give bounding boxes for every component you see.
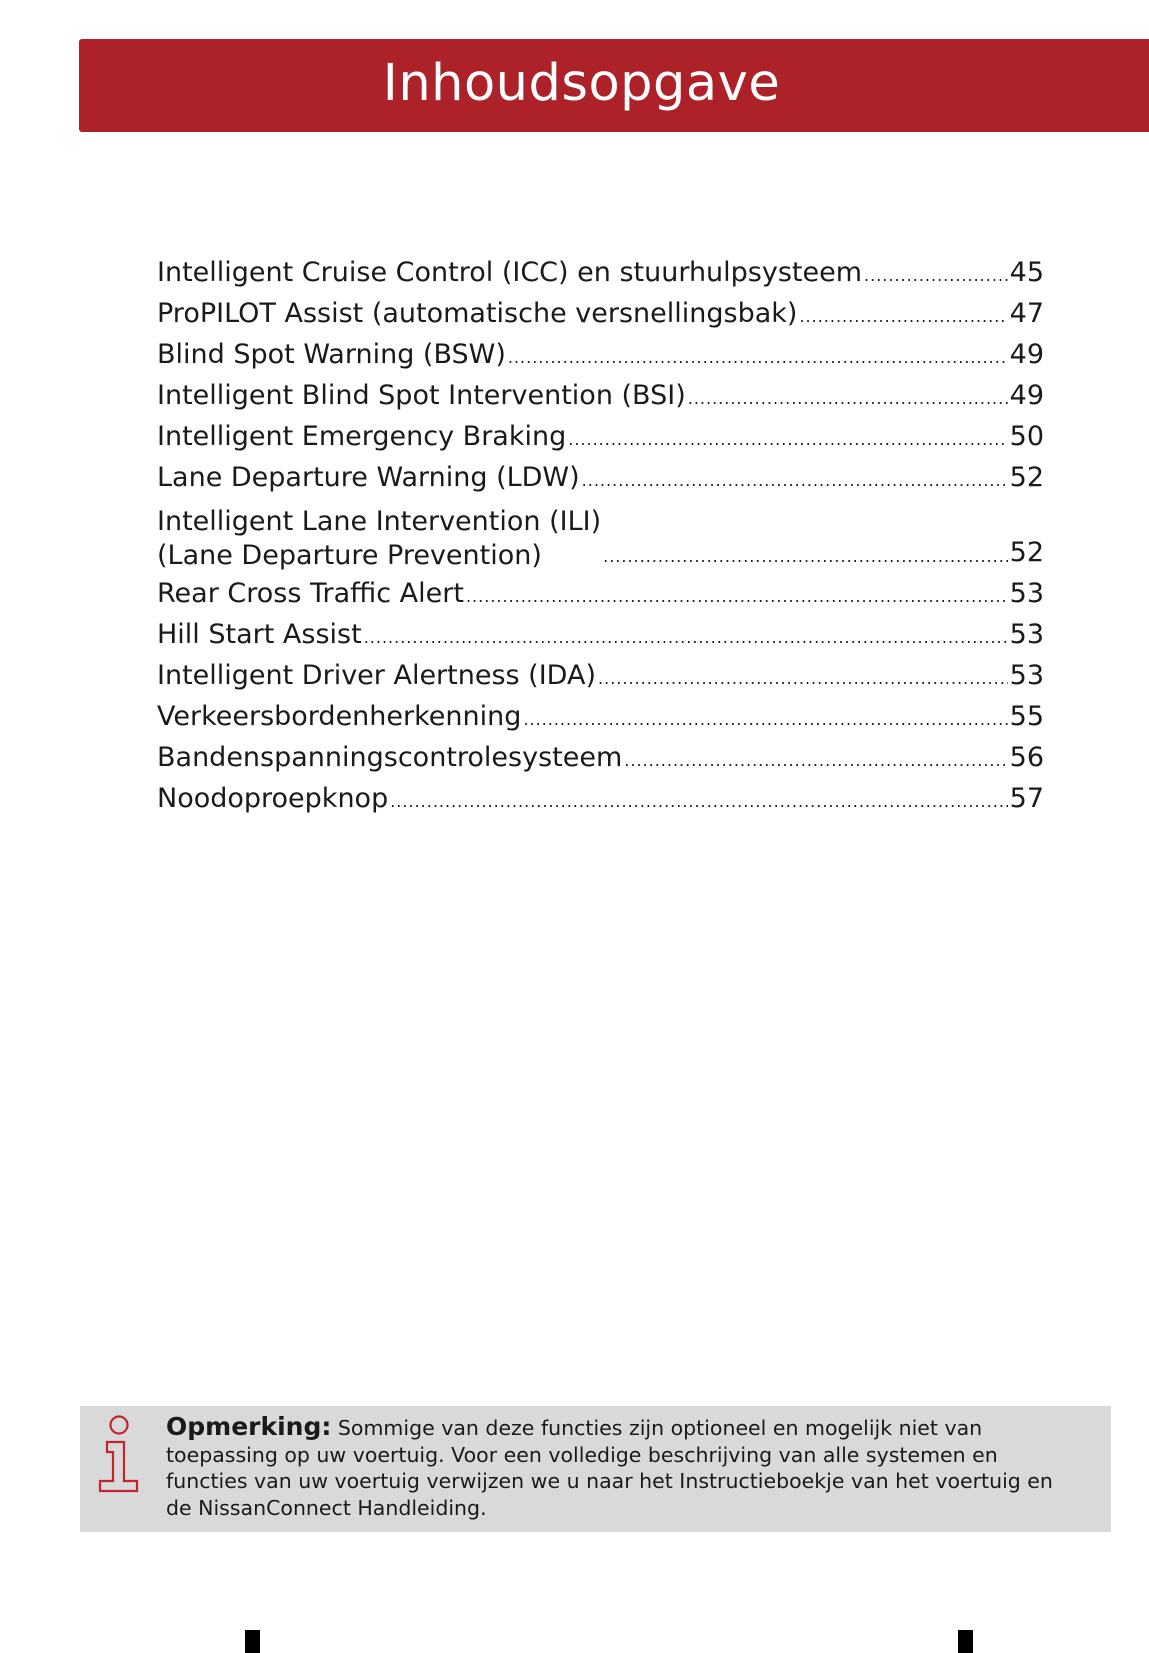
toc-entry[interactable] [157, 573, 1044, 614]
toc-leader-dots [799, 304, 1007, 324]
note-body: Sommige van deze functies zijn optioneel en mogelijk niet van toepassing op uw voertuig. Voor een volledige beschrijving van alle systemen en functies van uw voertuig verwijzen we u naar het Instructieboekje van het voertuig en de NissanConnect Handleiding. [166, 1416, 1053, 1520]
toc-entry-title: Lane Departure Warning (LDW) [157, 462, 580, 493]
table-of-contents [157, 252, 1044, 819]
toc-entry-title: Bandenspanningscontrolesysteem [157, 742, 623, 773]
toc-leader-dots [598, 666, 1008, 686]
crop-mark-left [245, 1630, 260, 1653]
toc-entry-title: Intelligent Driver Alertness (IDA) [157, 660, 597, 691]
toc-entry[interactable] [157, 334, 1044, 375]
toc-entry-page: 53 [1009, 578, 1044, 609]
toc-entry-title-line2: (Lane Departure Prevention) [157, 540, 542, 571]
toc-entry-page: 56 [1009, 742, 1044, 773]
toc-entry-page: 50 [1009, 421, 1044, 452]
toc-entry-page: 57 [1009, 783, 1044, 814]
toc-entry-title: Intelligent Blind Spot Intervention (BSI) [157, 380, 686, 411]
toc-entry[interactable] [157, 655, 1044, 696]
toc-entry-page: 47 [1009, 298, 1044, 329]
toc-leader-dots [466, 584, 1008, 604]
toc-entry-title: Intelligent Cruise Control (ICC) en stuurhulpsysteem [157, 257, 863, 288]
toc-entry-page: 45 [1009, 257, 1044, 288]
toc-entry-title: ProPILOT Assist (automatische versnellingsbak) [157, 298, 798, 329]
toc-entry-title: Blind Spot Warning (BSW) [157, 339, 506, 370]
toc-entry[interactable] [157, 293, 1044, 334]
toc-entry-page: 49 [1009, 380, 1044, 411]
toc-leader-dots [582, 468, 1008, 488]
toc-entry[interactable] [157, 778, 1044, 819]
toc-leader-dots [624, 748, 1007, 768]
toc-entry-title: Hill Start Assist [157, 619, 362, 650]
toc-entry[interactable] [157, 737, 1044, 778]
toc-entry[interactable] [157, 696, 1044, 737]
toc-leader-dots [364, 625, 1008, 645]
toc-leader-dots [390, 789, 1007, 809]
toc-entry-title: Verkeersbordenherkenning [157, 701, 522, 732]
toc-entry-title: Noodoproepknop [157, 783, 389, 814]
toc-entry-title: Intelligent Emergency Braking [157, 421, 567, 452]
toc-leader-dots [864, 263, 1008, 283]
note-label: Opmerking: [166, 1412, 332, 1441]
toc-entry-page: 55 [1009, 701, 1044, 732]
toc-entry-title: Rear Cross Traffic Alert [157, 578, 464, 609]
toc-leader-dots [688, 386, 1008, 406]
toc-entry-page: 49 [1009, 339, 1044, 370]
toc-entry-title [157, 505, 601, 573]
toc-leader-dots [568, 427, 1007, 447]
toc-entry-page: 52 [1009, 537, 1044, 568]
toc-entry[interactable] [157, 252, 1044, 293]
toc-entry[interactable] [157, 375, 1044, 416]
toc-entry-page: 52 [1009, 462, 1044, 493]
crop-mark-right [958, 1630, 973, 1653]
toc-leader-dots [523, 707, 1007, 727]
toc-entry[interactable] [157, 498, 1044, 573]
toc-entry[interactable] [157, 416, 1044, 457]
toc-leader-dots [508, 345, 1008, 365]
toc-entry-title-line1: Intelligent Lane Intervention (ILI) [157, 506, 602, 537]
header-banner [79, 39, 1149, 132]
toc-entry[interactable] [157, 457, 1044, 498]
page-title: Inhoudsopgave [382, 54, 781, 113]
info-icon [97, 1414, 141, 1494]
toc-entry[interactable] [157, 614, 1044, 655]
toc-leader-dots [603, 544, 1008, 564]
toc-entry-page: 53 [1009, 619, 1044, 650]
note-text [166, 1414, 1066, 1521]
toc-entry-page: 53 [1009, 660, 1044, 691]
